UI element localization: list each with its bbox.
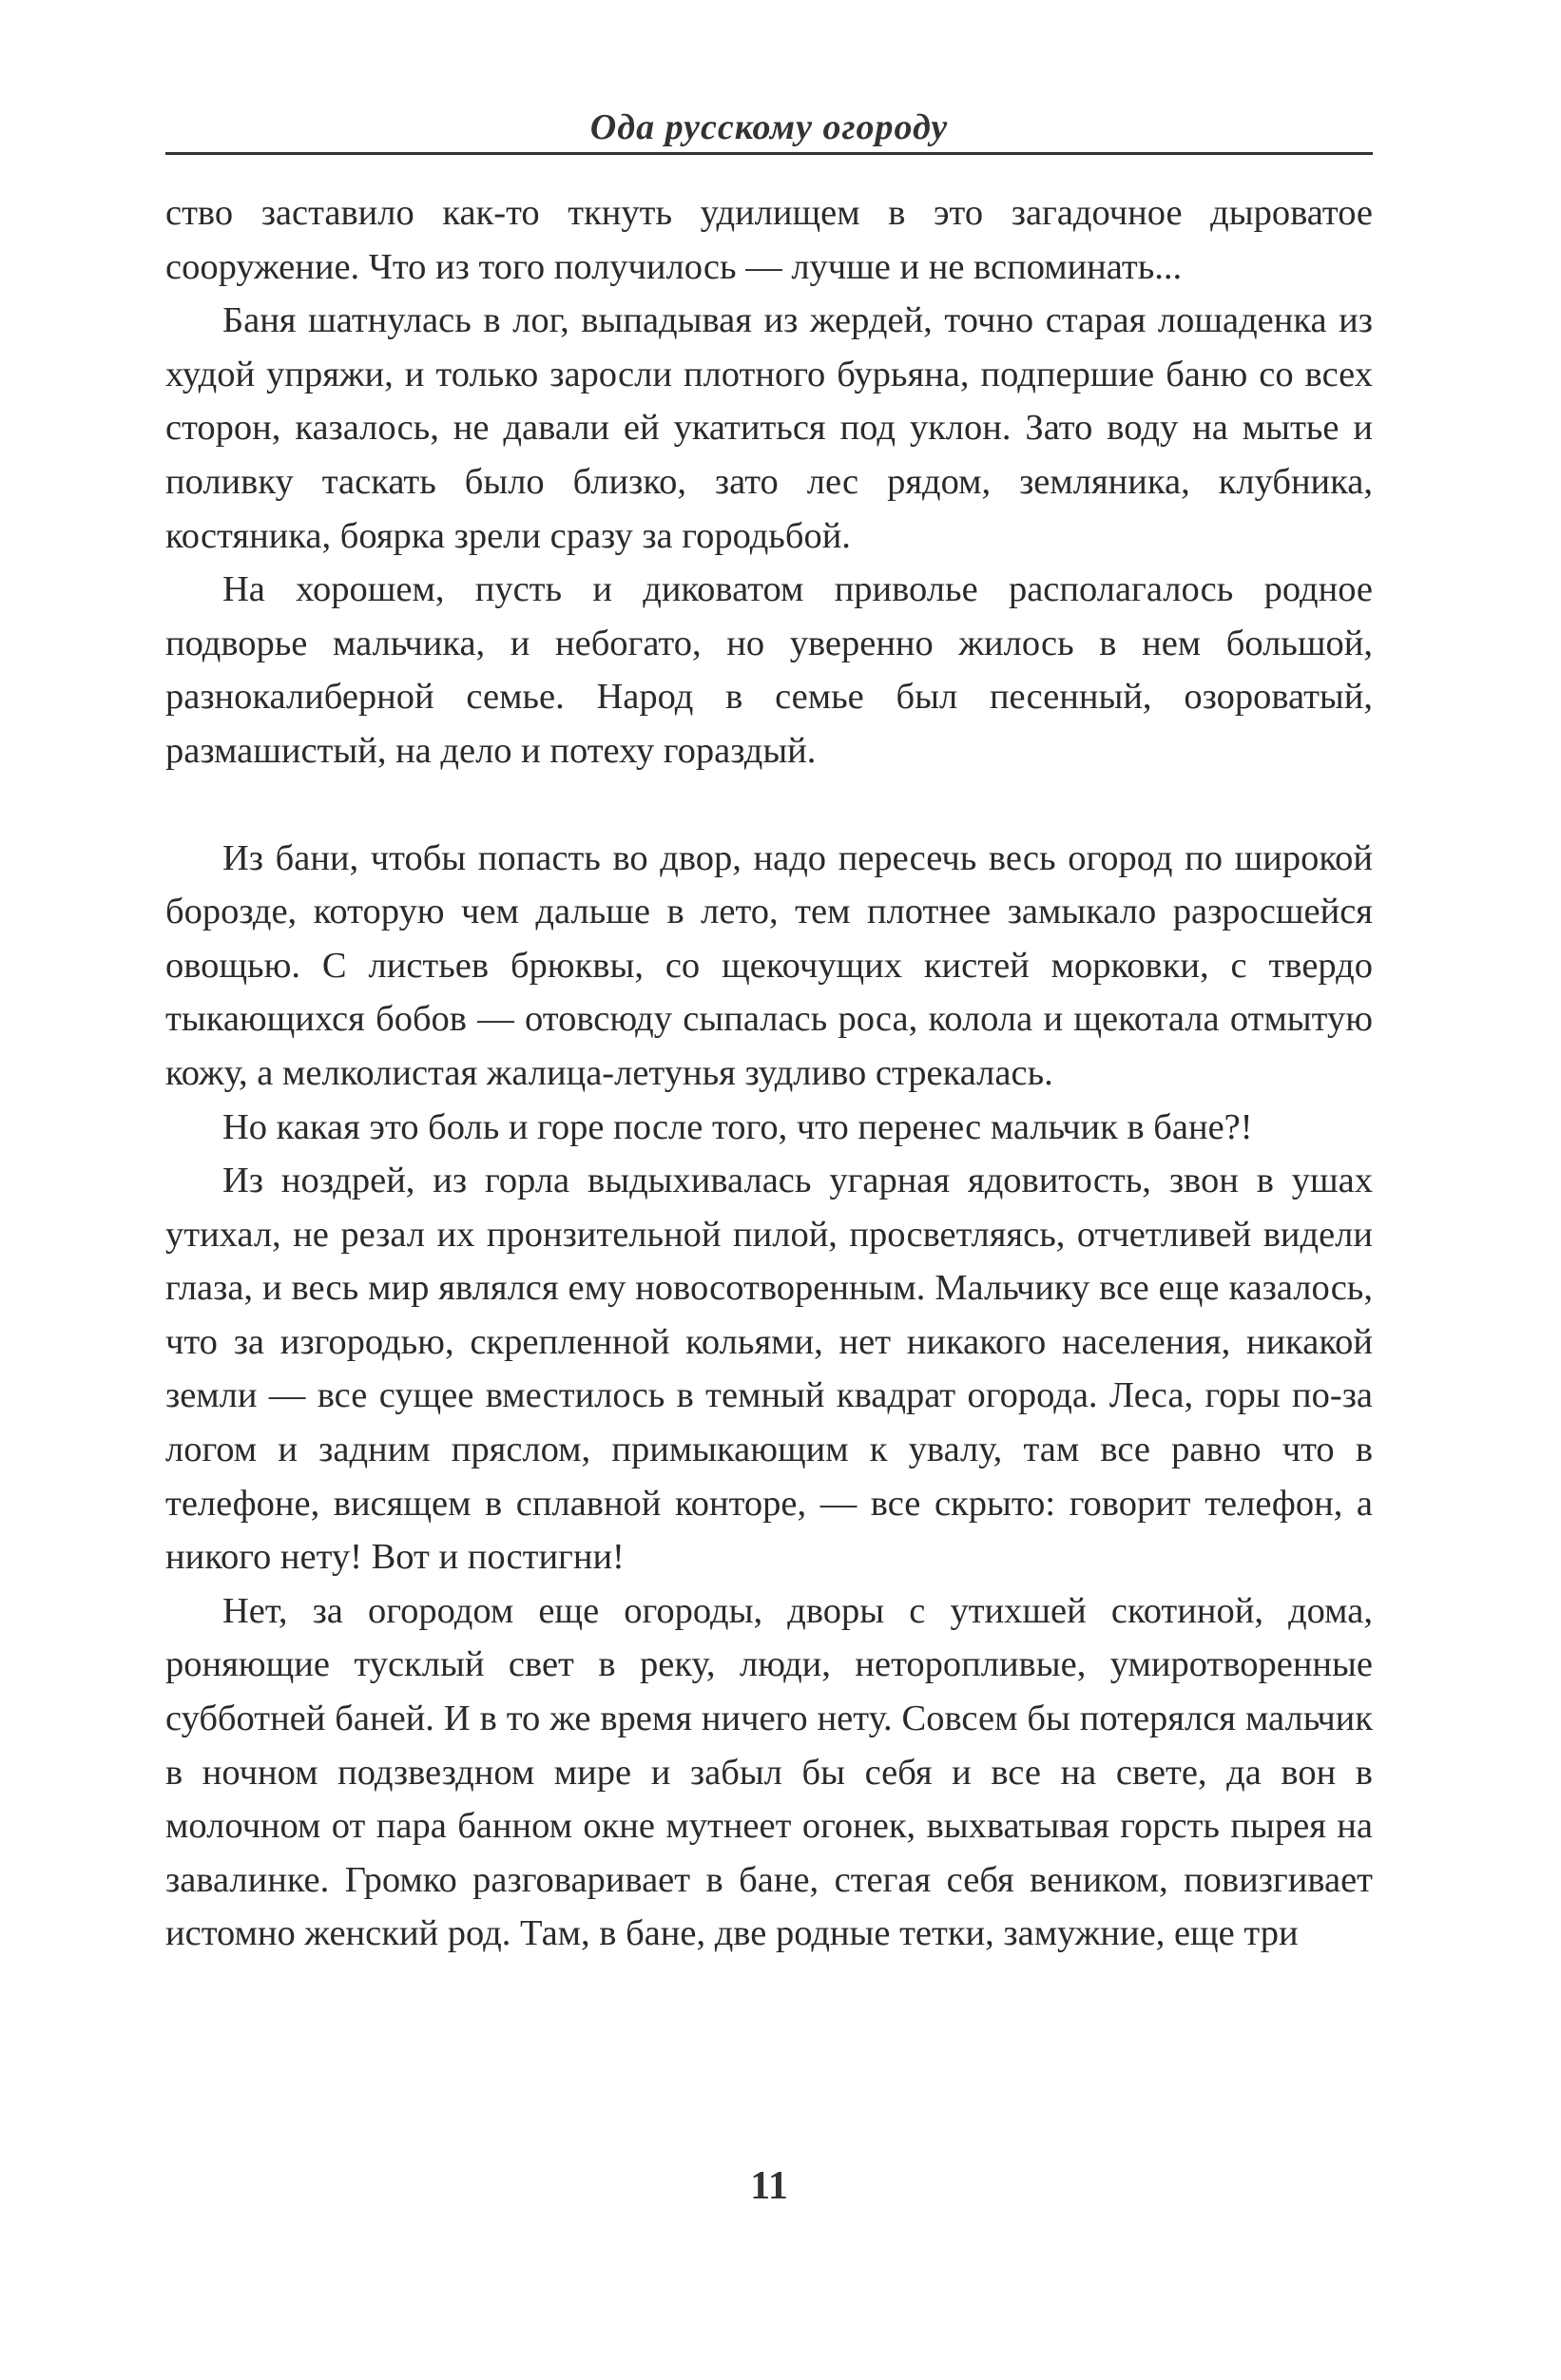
paragraph-3: На хорошем, пусть и диковатом приволье располагалось родное подворье мальчика, и небогато, но уверенно жилось в нем большой, разнокалиберной семье. Народ в семье был песенный, озороватый, размашистый, на дело и потеху гораздый. (165, 569, 1373, 771)
paragraph-4: Из бани, чтобы попасть во двор, надо пересечь весь огород по широкой борозде, которую чем дальше в лето, тем плотнее замыкало разросшейся овощью. С листьев брюквы, со щекочущих кистей морковки, с твердо тыкающихся бобов — отовсюду сыпалась роса, колола и щекотала отмытую кожу, а мелколистая жалица-летунья зудливо стрекалась. (165, 837, 1373, 1093)
page-number: 11 (750, 2164, 788, 2208)
paragraph-2: Баня шатнулась в лог, выпадывая из жердей, точно старая лошаденка из худой упряжи, и только заросли плотного бурьяна, подпершие баню со всех сторон, казалось, не давали ей укатиться под уклон. Зато воду на мытье и поливку таскать было близко, зато лес рядом, земляника, клубника, костяника, боярка зрели сразу за городьбой. (165, 300, 1373, 556)
book-page (165, 0, 1373, 2380)
paragraph-6: Из ноздрей, из горла выдыхивалась угарная ядовитость, звон в ушах утихал, не резал их пронзительной пилой, просветляясь, отчетливей видели глаза, и весь мир являлся ему новосотворенным. Мальчику все еще казалось, что за изгородью, скрепленной кольями, нет никакого населения, никакой земли — все сущее вместилось в темный квадрат огорода. Леса, горы по-за логом и задним пряслом, примыкающим к увалу, там все равно что в телефоне, висящем в сплавной конторе, — все скрыто: говорит телефон, а никого нету! Вот и постигни! (165, 1161, 1373, 1578)
paragraph-5: Но какая это боль и горе после того, что перенес мальчик в бане?! (222, 1106, 1253, 1147)
body-text (165, 186, 1373, 1961)
paragraph-7: Нет, за огородом еще огороды, дворы с утихшей скотиной, дома, роняющие тусклый свет в реку, люди, неторопливые, умиротворенные субботней баней. И в то же время ничего нету. Совсем бы потерялся мальчик в ночном подзвездном мире и забыл бы себя и все на свете, да вон в молочном от пара банном окне мутнеет огонек, выхватывая горсть пырея на завалинке. Громко разговаривает в бане, стегая себя веником, повизгивает истомно женский род. Там, в бане, две родные тетки, замужние, еще три (165, 1590, 1373, 1954)
header-rule (165, 152, 1373, 155)
running-head: Ода русскому огороду (589, 107, 949, 147)
paragraph-1: ство заставило как-то ткнуть удилищем в это загадочное дыроватое сооружение. Что из того получилось — лучше и не вспоминать... (165, 193, 1373, 287)
